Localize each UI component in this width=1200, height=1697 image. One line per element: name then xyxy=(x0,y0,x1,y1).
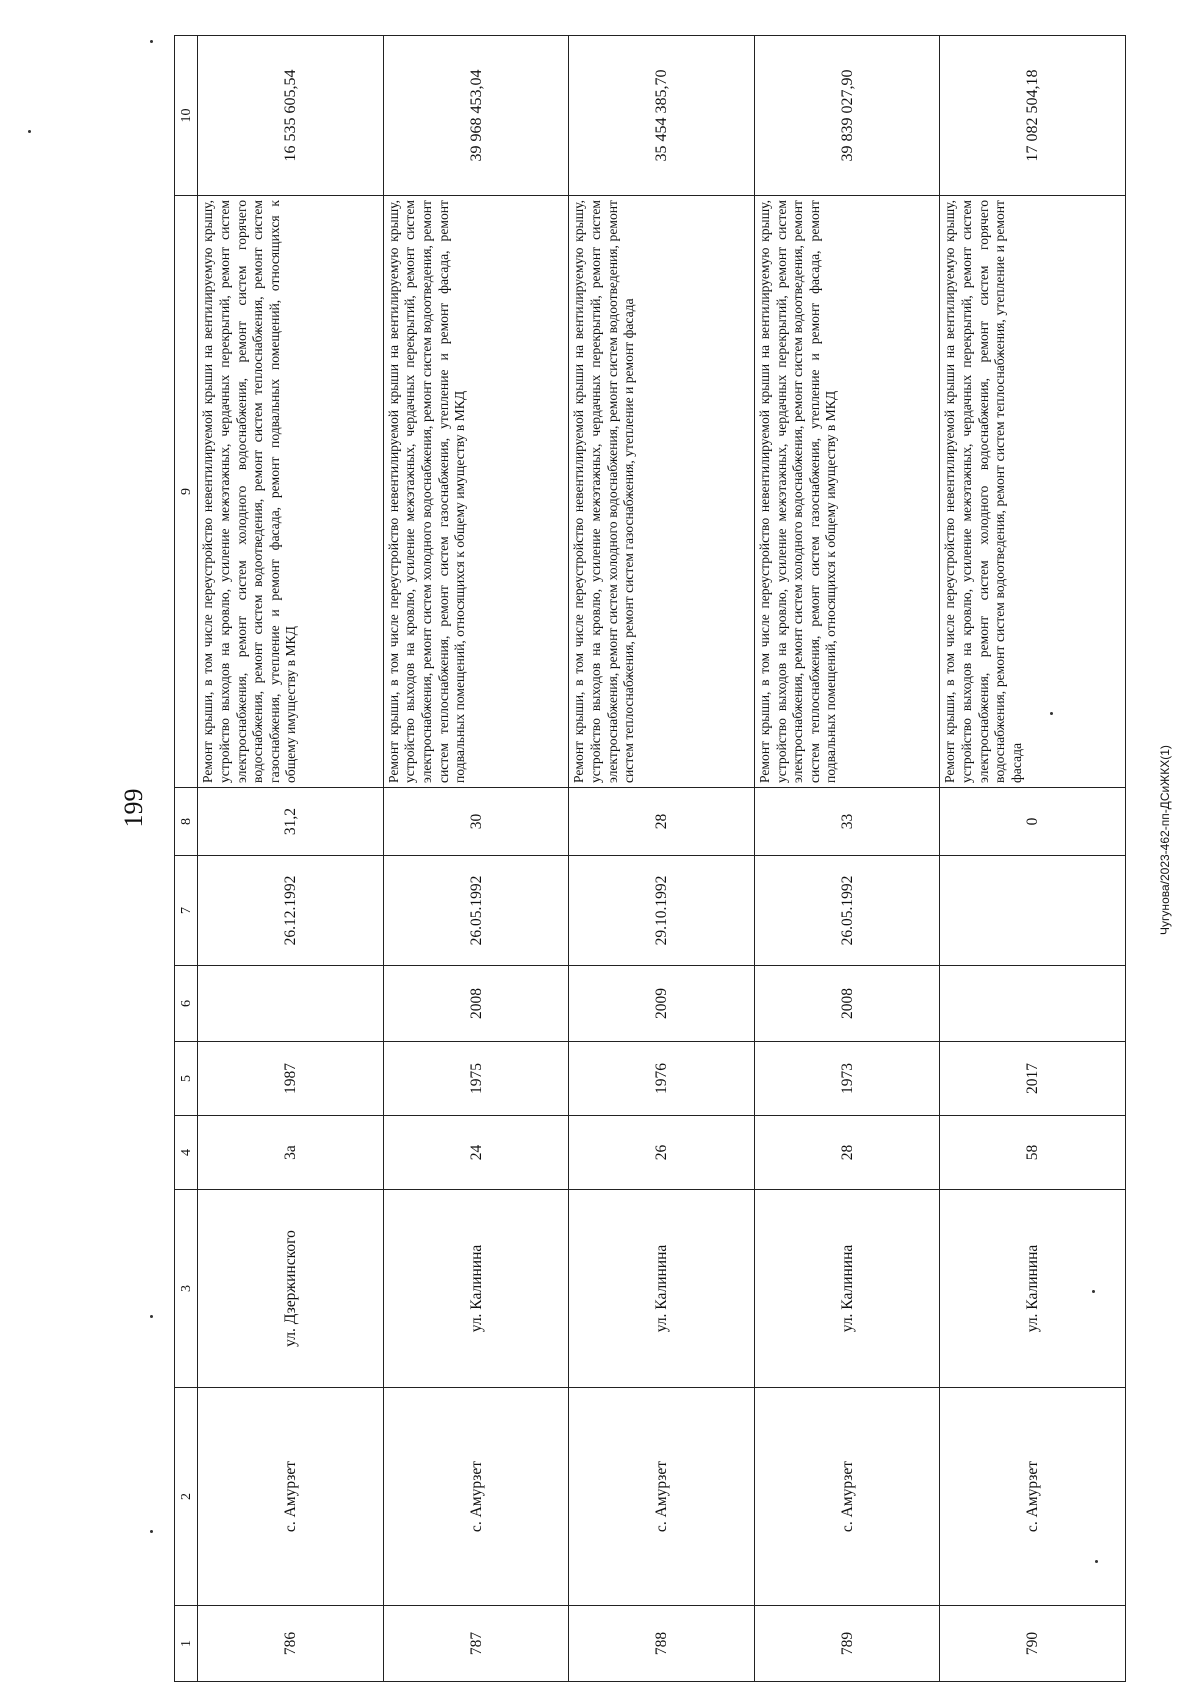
year-built-cell: 1976 xyxy=(569,1042,755,1116)
works-cell: Ремонт крыши, в том числе переустройство невентилируемой крыши на вентилируемую крышу, устройство выходов на кровлю, усиление межэтажных, чердачных перекрытий, ремонт систем электроснабжения, ремонт систем холодного водоснабжения, ремонт систем водоотведения, ремонт систем теплоснабжения, ремонт систем газоснабжения, утепление и ремонт фасада, ремонт подвальных помещений, относящихся к общему имуществу в МКД xyxy=(754,196,940,788)
cost-cell: 39 968 453,04 xyxy=(383,36,569,196)
header-cell: 5 xyxy=(175,1042,198,1116)
header-cell: 1 xyxy=(175,1606,198,1682)
house-cell: 28 xyxy=(754,1116,940,1190)
table-row xyxy=(569,36,755,1682)
works-cell: Ремонт крыши, в том числе переустройство невентилируемой крыши на вентилируемую крышу, устройство выходов на кровлю, усиление межэтажных, чердачных перекрытий, ремонт систем электроснабжения, ремонт систем холодного водоснабжения, ремонт систем горячего водоснабжения, ремонт систем водоотведения, ремонт систем теплоснабжения, ремонт систем газоснабжения, утепление и ремонт фасада, ремонт подвальных помещений, относящихся к общему имуществу в МКД xyxy=(198,196,384,788)
year-built-cell: 1973 xyxy=(754,1042,940,1116)
settlement-cell: с. Амурзет xyxy=(940,1388,1126,1606)
header-cell: 3 xyxy=(175,1190,198,1388)
scan-speck xyxy=(150,1530,153,1533)
cost-cell: 17 082 504,18 xyxy=(940,36,1126,196)
street-cell: ул. Калинина xyxy=(940,1190,1126,1388)
header-cell: 9 xyxy=(175,196,198,788)
settlement-cell: с. Амурзет xyxy=(754,1388,940,1606)
column-8-cell: 0 xyxy=(940,788,1126,856)
column-8-cell: 28 xyxy=(569,788,755,856)
table-row xyxy=(754,36,940,1682)
date-cell: 26.05.1992 xyxy=(383,856,569,966)
column-6-cell xyxy=(198,966,384,1042)
repair-table-frame xyxy=(174,36,1126,1682)
year-built-cell: 2017 xyxy=(940,1042,1126,1116)
street-cell: ул. Дзержинского xyxy=(198,1190,384,1388)
cost-cell: 39 839 027,90 xyxy=(754,36,940,196)
table-row xyxy=(940,36,1126,1682)
scan-speck xyxy=(150,40,153,43)
date-cell: 26.05.1992 xyxy=(754,856,940,966)
repair-table xyxy=(174,35,1126,1682)
works-cell: Ремонт крыши, в том числе переустройство невентилируемой крыши на вентилируемую крышу, устройство выходов на кровлю, усиление межэтажных, чердачных перекрытий, ремонт систем электроснабжения, ремонт систем холодного водоснабжения, ремонт систем водоотведения, ремонт систем теплоснабжения, ремонт систем газоснабжения, утепление и ремонт фасада xyxy=(569,196,755,788)
row-number: 787 xyxy=(383,1606,569,1682)
cost-cell: 35 454 385,70 xyxy=(569,36,755,196)
scan-speck xyxy=(150,1315,153,1318)
column-8-cell: 33 xyxy=(754,788,940,856)
row-number: 789 xyxy=(754,1606,940,1682)
row-number: 788 xyxy=(569,1606,755,1682)
header-cell: 4 xyxy=(175,1116,198,1190)
house-cell: 24 xyxy=(383,1116,569,1190)
scan-speck xyxy=(1092,1290,1095,1293)
column-6-cell: 2008 xyxy=(754,966,940,1042)
column-8-cell: 30 xyxy=(383,788,569,856)
date-cell xyxy=(940,856,1126,966)
header-cell: 8 xyxy=(175,788,198,856)
settlement-cell: с. Амурзет xyxy=(383,1388,569,1606)
table-row xyxy=(383,36,569,1682)
column-8-cell: 31,2 xyxy=(198,788,384,856)
date-cell: 29.10.1992 xyxy=(569,856,755,966)
header-cell: 6 xyxy=(175,966,198,1042)
column-6-cell: 2009 xyxy=(569,966,755,1042)
works-cell: Ремонт крыши, в том числе переустройство невентилируемой крыши на вентилируемую крышу, устройство выходов на кровлю, усиление межэтажных, чердачных перекрытий, ремонт систем электроснабжения, ремонт систем холодного водоснабжения, ремонт систем горячего водоснабжения, ремонт систем водоотведения, ремонт систем теплоснабжения, утепление и ремонт фасада xyxy=(940,196,1126,788)
header-row xyxy=(175,36,198,1682)
header-cell: 7 xyxy=(175,856,198,966)
scan-speck xyxy=(28,130,31,133)
works-cell: Ремонт крыши, в том числе переустройство невентилируемой крыши на вентилируемую крышу, устройство выходов на кровлю, усиление межэтажных, чердачных перекрытий, ремонт систем электроснабжения, ремонт систем холодного водоснабжения, ремонт систем водоотведения, ремонт систем теплоснабжения, ремонт систем газоснабжения, утепление и ремонт фасада, ремонт подвальных помещений, относящихся к общему имуществу в МКД xyxy=(383,196,569,788)
date-cell: 26.12.1992 xyxy=(198,856,384,966)
house-cell: 58 xyxy=(940,1116,1126,1190)
street-cell: ул. Калинина xyxy=(569,1190,755,1388)
table-row xyxy=(198,36,384,1682)
house-cell: 3а xyxy=(198,1116,384,1190)
settlement-cell: с. Амурзет xyxy=(198,1388,384,1606)
page-number: 199 xyxy=(119,788,148,828)
row-number: 786 xyxy=(198,1606,384,1682)
header-cell: 2 xyxy=(175,1388,198,1606)
year-built-cell: 1975 xyxy=(383,1042,569,1116)
house-cell: 26 xyxy=(569,1116,755,1190)
street-cell: ул. Калинина xyxy=(383,1190,569,1388)
cost-cell: 16 535 605,54 xyxy=(198,36,384,196)
repair-table-rotated xyxy=(174,36,1126,1682)
settlement-cell: с. Амурзет xyxy=(569,1388,755,1606)
street-cell: ул. Калинина xyxy=(754,1190,940,1388)
scan-speck xyxy=(1095,1560,1098,1563)
row-number: 790 xyxy=(940,1606,1126,1682)
document-code: Чугунова/2023-462-пп-ДСиЖКХ(1) xyxy=(1158,745,1172,935)
year-built-cell: 1987 xyxy=(198,1042,384,1116)
scan-speck xyxy=(1050,712,1053,715)
column-6-cell xyxy=(940,966,1126,1042)
column-6-cell: 2008 xyxy=(383,966,569,1042)
header-cell: 10 xyxy=(175,36,198,196)
